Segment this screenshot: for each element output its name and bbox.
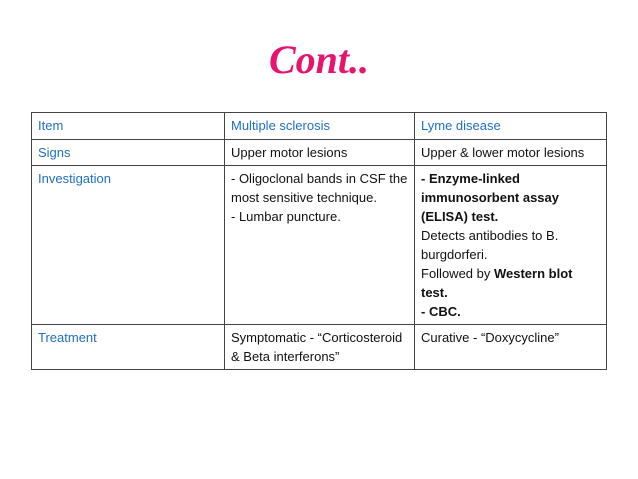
investigation-ms-line: - Oligoclonal bands in CSF the most sensitive technique. [231,171,408,205]
row-label-signs: Signs [32,140,225,166]
investigation-lyme-cbc: - CBC. [421,304,461,319]
comparison-table [31,112,607,370]
investigation-lyme-followup [421,264,600,302]
header-multiple-sclerosis: Multiple sclerosis [225,113,415,140]
cell-investigation-ms [225,166,415,325]
investigation-lyme-antibodies: Detects antibodies to B. burgdorferi. [421,228,559,262]
cell-treatment-ms: Symptomatic - “Corticosteroid & Beta interferons” [225,325,415,370]
cell-treatment-lyme: Curative - “Doxycycline” [415,325,607,370]
slide-title: Cont.. [268,37,370,82]
cell-signs-ms: Upper motor lesions [225,140,415,166]
cell-investigation-lyme [415,166,607,325]
table-row-investigation [32,166,607,325]
header-item: Item [32,113,225,140]
table-row-treatment [32,325,607,370]
investigation-lyme-elisa: - Enzyme-linked immunosorbent assay (ELISA) test. [421,171,559,224]
header-lyme-disease: Lyme disease [415,113,607,140]
row-label-investigation: Investigation [32,166,225,325]
followup-prefix: Followed by [421,266,494,281]
table-header-row [32,113,607,140]
cell-signs-lyme: Upper & lower motor lesions [415,140,607,166]
row-label-treatment: Treatment [32,325,225,370]
investigation-ms-line: - Lumbar puncture. [231,209,341,224]
followup-western-blot: Western blot test. [421,266,573,300]
table-row-signs [32,140,607,166]
